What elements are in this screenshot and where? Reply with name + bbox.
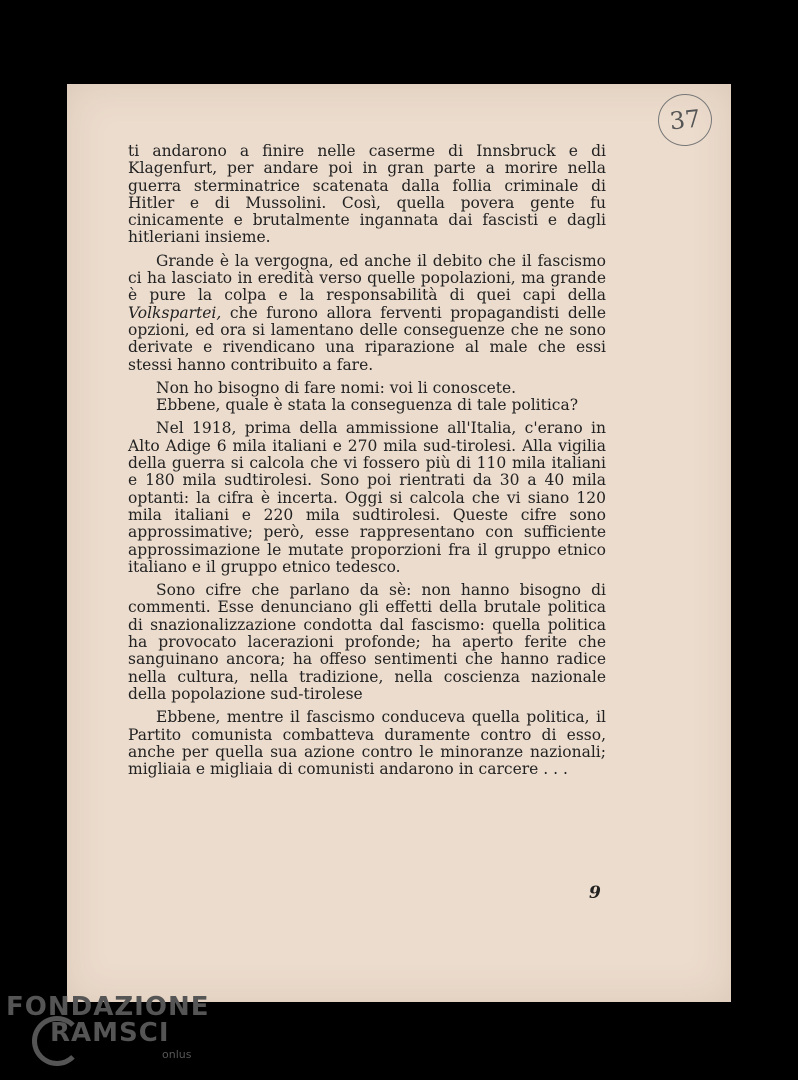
paragraph-6: Sono cifre che parlano da sè: non hanno bisogno di commenti. Esse denunciano gli effetti della brutale politica di snazionalizzazione condotta dal fascismo: quella politica ha provocato lacerazioni profonde; ha aperto ferite che sanguinano ancora; ha offeso sentimenti che hanno radice nella cultura, nella tradizione, nella coscienza nazionale della popolazione sud-tirolese [128, 581, 606, 703]
logo-line2: RAMSCI [50, 1018, 170, 1048]
logo-onlus: onlus [162, 1048, 192, 1061]
paragraph-1: ti andarono a finire nelle caserme di Innsbruck e di Klagenfurt, per andare poi in gran parte a morire nella guerra sterminatrice scatenata dalla follia criminale di Hitler e di Mussolini. Così, quella povera gente fu cinicamente e brutalmente ingannata dai fascisti e dagli hitleriani insieme. [128, 142, 606, 247]
paragraph-5: Nel 1918, prima della ammissione all'Italia, c'erano in Alto Adige 6 mila italiani e 270 mila sud-tirolesi. Alla vigilia della guerra si calcola che vi fossero più di 110 mila italiani e 180 mila sudtirolesi. Sono poi rientrati da 30 a 40 mila optanti: la cifra è incerta. Oggi si calcola che vi siano 120 mila italiani e 220 mila sudtirolesi. Queste cifre sono approssimative; però, esse rappresentano con sufficiente approssimazione le mutate proporzioni fra il gruppo etnico italiano e il gruppo etnico tedesco. [128, 419, 606, 576]
logo-line1: FONDAZIONE [6, 992, 210, 1022]
fondazione-gramsci-logo [6, 992, 210, 1072]
party-name: Volkspartei, [128, 303, 222, 322]
body-text [128, 143, 606, 784]
paragraph-7: Ebbene, mentre il fascismo conduceva quella politica, il Partito comunista combatteva duramente contro di esso, anche per quella sua azione contro le minoranze nazionali; migliaia e migliaia di comunisti andarono in carcere . . . [128, 708, 606, 779]
page-number: 9 [589, 883, 601, 903]
paragraph-4: Ebbene, quale è stata la conseguenza di tale politica? [156, 396, 579, 415]
paragraph-2: Grande è la vergogna, ed anche il debito che il fascismo ci ha lasciato in eredità verso quelle popolazioni, ma grande è pure la colpa e la responsabilità di quei capi della Volkspartei, che furono allora ferventi propagandisti delle opzioni, ed ora si lamentano delle conseguenze che ne sono derivate e rivendicano una riparazione al male che essi stessi hanno contribuito a fare. [128, 251, 606, 374]
paragraph-3: Non ho bisogno di fare nomi: voi li conoscete. [156, 378, 517, 397]
folio-stamp: 37 [655, 91, 714, 148]
